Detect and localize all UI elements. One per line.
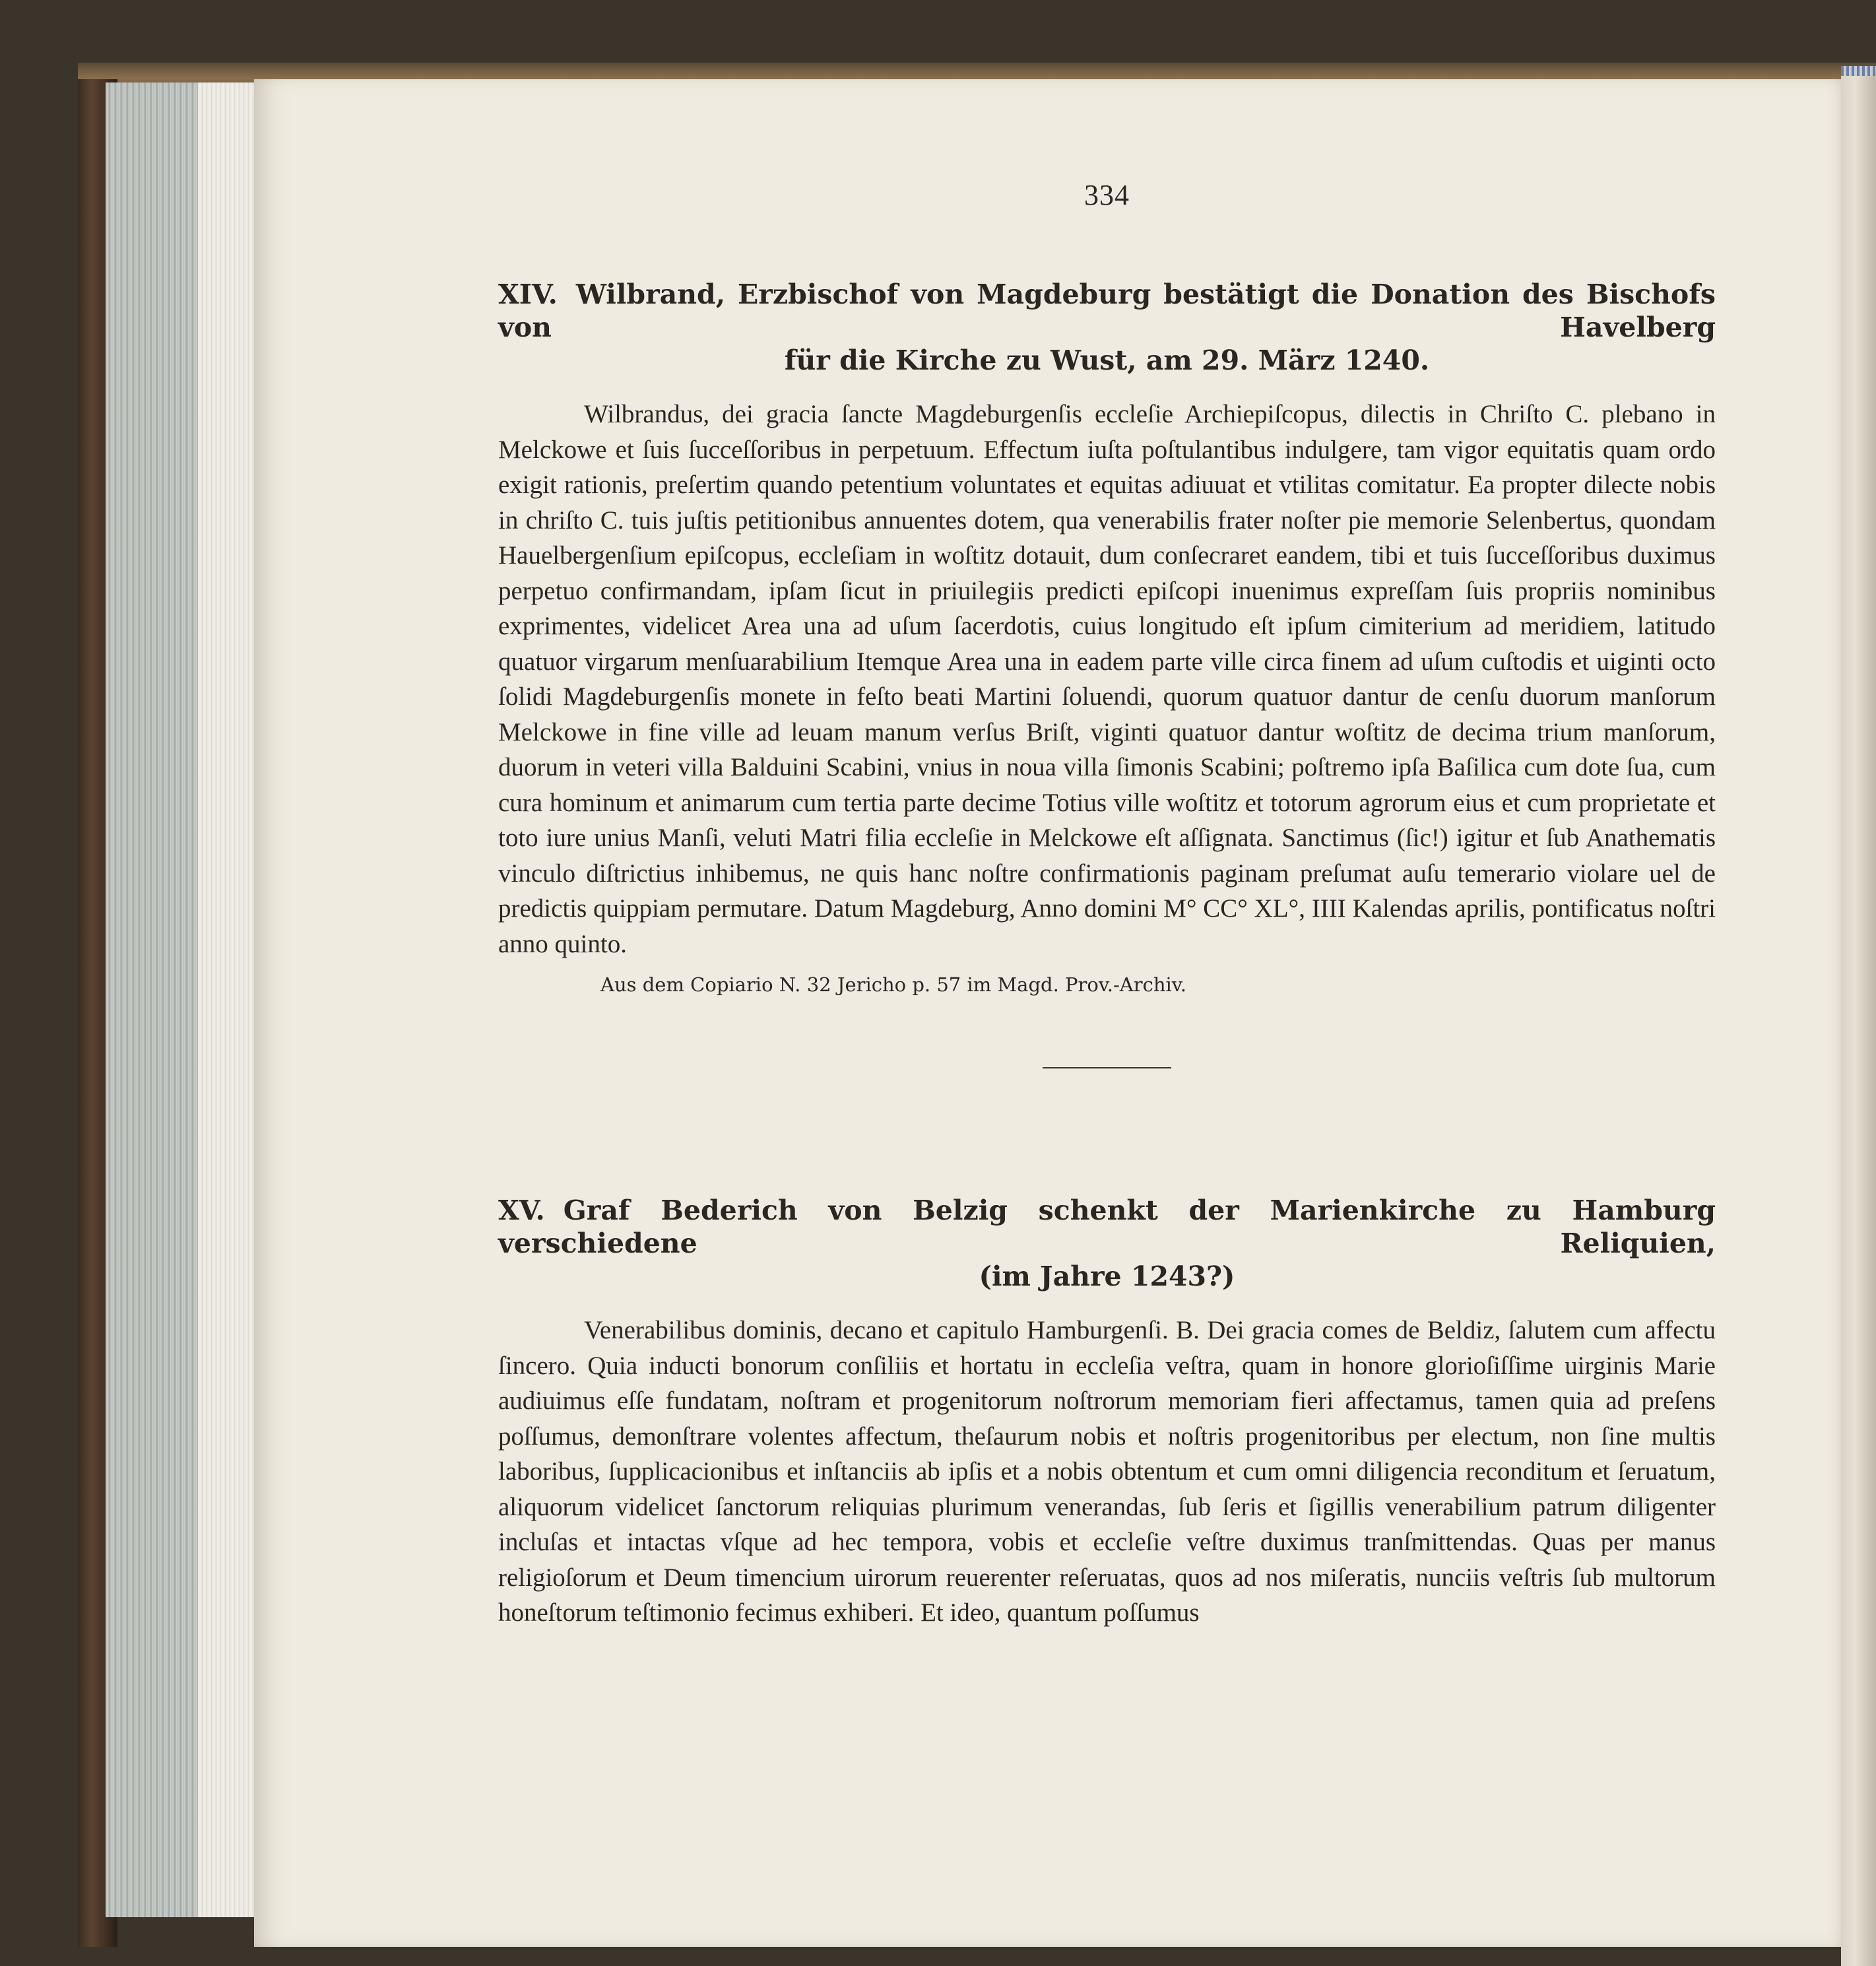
section-divider [1043, 1067, 1171, 1068]
section-xiv-numeral: XIV. [498, 279, 558, 310]
section-xv-heading [498, 1194, 1716, 1293]
page-text-block [498, 178, 1716, 1631]
page-stack-inner [198, 82, 257, 1917]
section-xiv-source-note: Aus dem Copiario N. 32 Jericho p. 57 im Magd. Prov.-Archiv. [600, 973, 1186, 996]
section-xiv-body: Wilbrandus, dei gracia ſancte Magdeburgenſis eccleſie Archiepiſcopus, dilectis in Chriſto C. plebano in Melckowe et ſuis ſucceſſoribus in perpetuum. Effectum iuſta poſtulantibus indulgere, tam vigor equitatis quam ordo exigit rationis, preſertim quando petentium voluntates et equitas adiuuat et vtilitas comitatur. Ea propter dilecte nobis in chriſto C. tuis juſtis petitionibus annuentes dotem, qua venerabilis frater noſter pie memorie Selenbertus, quondam Hauelbergenſium epiſcopus, eccleſiam in woſtitz dotauit, dum conſecraret eandem, tibi et tuis ſucceſſoribus duximus perpetuo confirmandam, ipſam ſicut in priuilegiis predicti epiſcopi inuenimus expreſſam ſuis propriis nominibus exprimentes, videlicet Area una ad uſum ſacerdotis, cuius longitudo eſt ipſum cimiterium ad meridiem, latitudo quatuor virgarum menſuarabilium Itemque Area una in eadem parte ville circa finem ad uſum cuſtodis et uiginti octo ſolidi Magdeburgenſis monete in feſto beati Martini ſoluendi, quorum quatuor dantur de cenſu duorum manſorum Melckowe in fine ville ad leuam manum verſus Briſt, viginti quatuor dantur woſtitz de decima trium manſorum, duorum in veteri villa Balduini Scabini, vnius in noua villa ſimonis Scabini; poſtremo ipſa Baſilica cum dote ſua, cum cura hominum et animarum cum tertia parte decime Totius ville woſtitz et totorum agrorum eius et cum proprietate et toto iure unius Manſi, veluti Matri filia eccleſie in Melckowe eſt aſſignata. Sanctimus (ſic!) igitur et ſub Anathematis vinculo diſtrictius inhibemus, ne quis hanc noſtre confirmationis paginam preſumat auſu temerario violare uel de predictis quippiam permutare. Datum Magdeburg, Anno domini M° CC° XL°, IIII Kalendas aprilis, pontificatus noſtri anno quinto. [498, 400, 1716, 958]
section-xv-title-line1 [498, 1194, 1716, 1260]
section-xv-numeral: XV. [498, 1195, 545, 1226]
section-xiv-heading [498, 278, 1716, 377]
section-xv-body: Venerabilibus dominis, decano et capitulo Hamburgenſi. B. Dei gracia comes de Beldiz, ſalutem cum affectu ſincero. Quia inducti bonorum conſiliis et hortatu in eccleſia veſtra, quam in honore glorioſiſſime uirginis Marie audiuimus eſſe fundatam, noſtram et progenitorum noſtrorum memoriam fieri affectamus, tamen quia ad preſens poſſumus, demonſtrare volentes affectum, theſaurum nobis et noſtris progenitoribus per electum, non ſine multis laboribus, ſupplicacionibus et inſtanciis ab ipſis et a nobis obtentum et cum omni diligencia reconditum et ſeruatum, aliquorum videlicet ſanctorum reliquias plurimum venerandas, ſub ſeris et ſigillis venerabilium patrum diligenter incluſas et intactas vſque ad hec tempora, vobis et eccleſie veſtre duximus tranſmittendas. Quas per manus religioſorum et Deum timencium uirorum reuerenter reſeruatas, quos ad nos miſeratis, nunciis veſtris ſub multorum honeſtorum teſtimonio fecimus exhiberi. Et ideo, quantum poſſumus [498, 1316, 1716, 1627]
section-xv-title-line2: (im Jahre 1243?) [979, 1261, 1235, 1292]
book-page [254, 79, 1841, 1947]
section-xiv-title-line2: für die Kirche zu Wust, am 29. März 1240. [784, 344, 1430, 376]
section-xiv-title-text: Wilbrand, Erzbischof von Magdeburg bestätigt die Donation des Bischofs von Havelberg [498, 279, 1716, 343]
section-xiv-title-line1 [498, 278, 1716, 344]
page-number: 334 [1084, 179, 1130, 211]
facing-page-edge [1841, 76, 1876, 1966]
section-xv-title-text: Graf Bederich von Belzig schenkt der Marienkirche zu Hamburg verschiedene Reliquien, [498, 1195, 1716, 1259]
